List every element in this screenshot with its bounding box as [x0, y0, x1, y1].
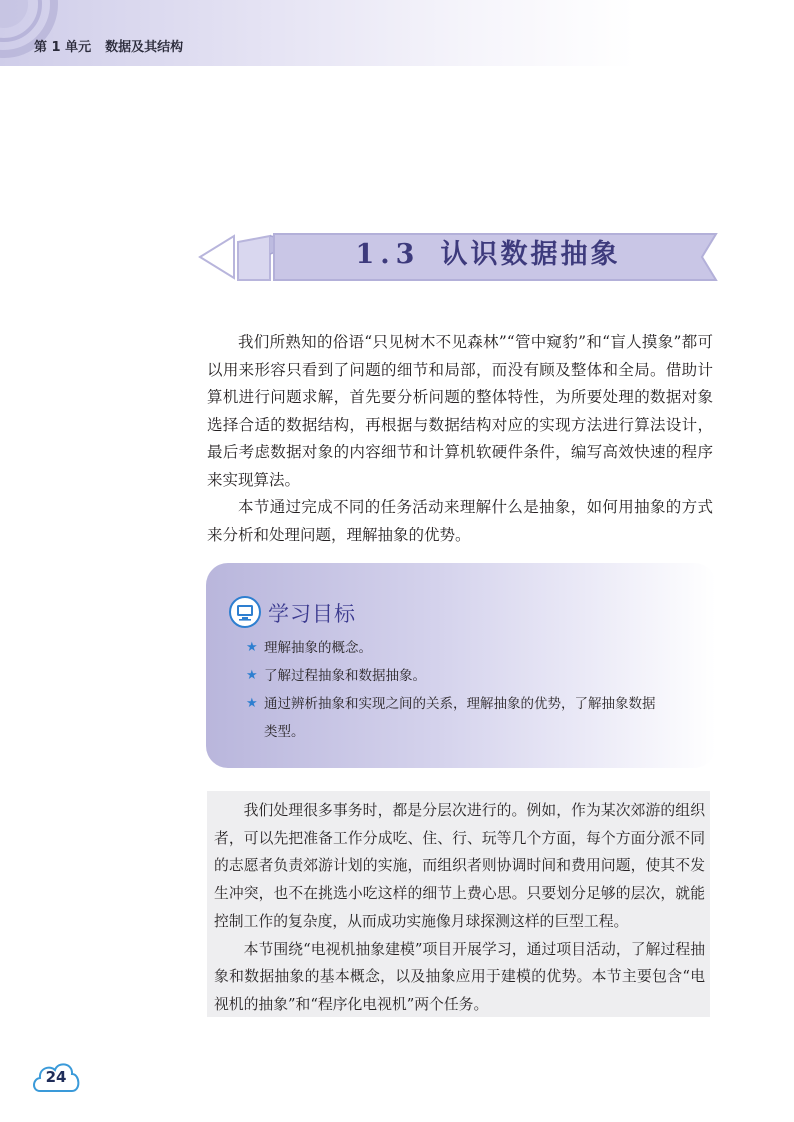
unit-title: 数据及其结构 — [105, 40, 184, 55]
unit-label: 第 1 单元 — [34, 40, 92, 55]
star-icon: ★ — [246, 668, 258, 683]
page-header — [0, 0, 794, 66]
monitor-icon — [229, 596, 261, 628]
learning-goals-list — [246, 634, 686, 746]
intro-text — [214, 797, 705, 1019]
intro-paragraph-2: 本节围绕“电视机抽象建模”项目开展学习，通过项目活动，了解过程抽象和数据抽象的基本概念，以及抽象应用于建模的优势。本节主要包含“电视机的抽象”和“程序化电视机”两个任务。 — [214, 940, 705, 1013]
goal-item: ★ 了解过程抽象和数据抽象。 — [246, 662, 686, 690]
header-decoration — [0, 0, 60, 66]
body-paragraph-1: 我们所熟知的俗语“只见树木不见森林”“管中窥豹”和“盲人摸象”都可以用来形容只看到了问题的细节和局部，而没有顾及整体和全局。借助计算机进行问题求解，首先要分析问题的整体特性，为所要处理的数据对象选择合适的数据结构，再根据与数据结构对应的实现方法进行算法设计，最后考虑数据对象的内容细节和计算机软硬件条件，编写高效快速的程序来实现算法。 — [207, 333, 713, 489]
body-text — [207, 329, 713, 549]
page-number: 24 — [45, 1068, 67, 1086]
goal-item-continuation: 类型。 — [264, 724, 305, 740]
star-icon: ★ — [246, 696, 258, 711]
goal-item: ★ 通过辨析抽象和实现之间的关系，理解抽象的优势，了解抽象数据 — [246, 690, 686, 718]
star-icon: ★ — [246, 640, 258, 655]
intro-paragraph-1: 我们处理很多事务时，都是分层次进行的。例如，作为某次郊游的组织者，可以先把准备工作分成吃、住、行、玩等几个方面，每个方面分派不同的志愿者负责郊游计划的实施，而组织者则协调时间和费用问题，使其不发生冲突，也不在挑选小吃这样的细节上费心思。只要划分足够的层次，就能控制工作的复杂度，从而成功实施像月球探测这样的巨型工程。 — [214, 802, 705, 930]
learning-goals-title: 学习目标 — [268, 602, 356, 626]
goal-item: ★ 理解抽象的概念。 — [246, 634, 686, 662]
section-title — [278, 234, 698, 276]
body-paragraph-2: 本节通过完成不同的任务活动来理解什么是抽象，如何用抽象的方式来分析和处理问题，理解抽象的优势。 — [207, 498, 713, 544]
section-number: 1.3 — [355, 239, 421, 270]
running-header — [34, 36, 183, 55]
section-title-text: 认识数据抽象 — [440, 239, 621, 270]
